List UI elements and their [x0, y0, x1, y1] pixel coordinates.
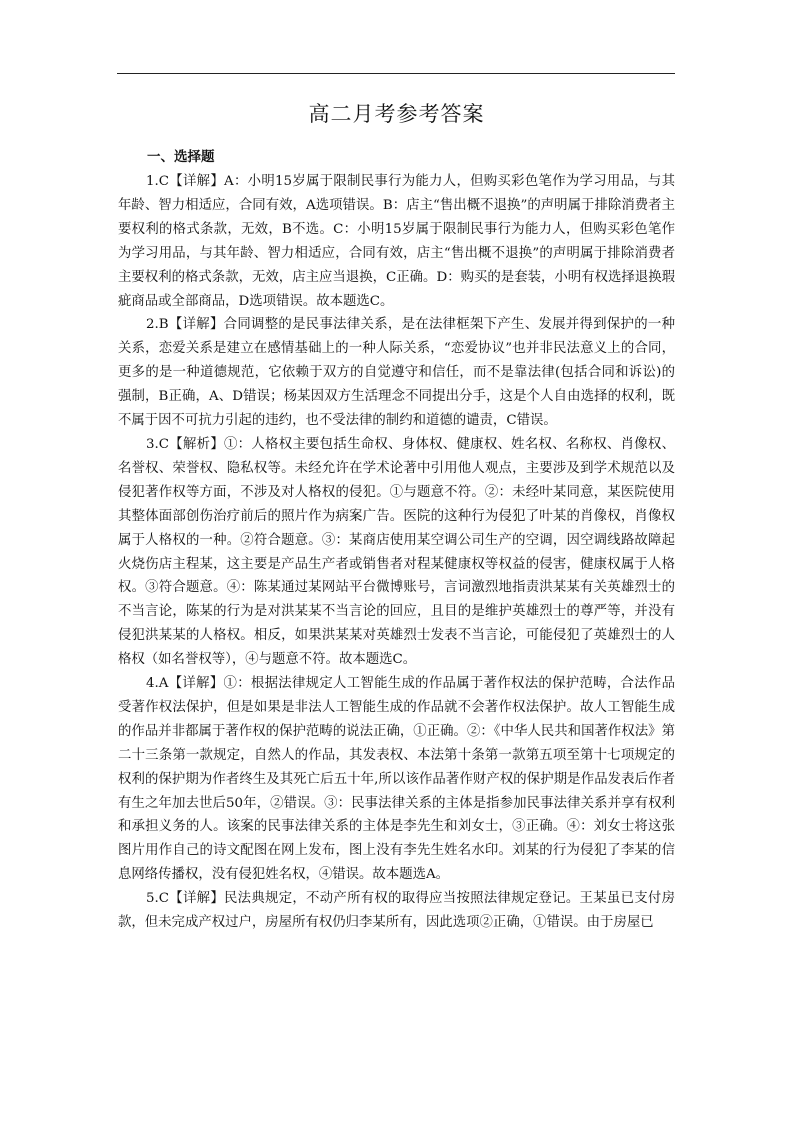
section-heading: 一、选择题: [147, 149, 215, 165]
answer-paragraph-1: 1.C【详解】A：小明15岁属于限制民事行为能力人，但购买彩色笔作为学习用品，与其年龄、智力相适应，合同有效，A选项错误。B：店主“售出概不退换”的声明属于排除消费者主要权利的格式条款，无效，B不选。C：小明15岁属于限制民事行为能力人，但购买彩色笔作为学习用品，与其年龄、智力相适应，合同有效，店主“售出概不退换”的声明属于排除消费者主要权利的格式条款，无效，店主应当退换，C正确。D：购买的是套装，小明有权选择退换瑕疵商品或全部商品，D选项错误。故本题选C。: [118, 174, 675, 309]
answer-paragraph-3: 3.C【解析】①：人格权主要包括生命权、身体权、健康权、姓名权、名称权、肖像权、名誉权、荣誉权、隐私权等。未经允许在学术论著中引用他人观点，主要涉及到学术规范以及侵犯著作权等方面，不涉及对人格权的侵犯。①与题意不符。②：未经叶某同意，某医院使用其整体面部创伤治疗前后的照片作为病案广告。医院的这种行为侵犯了叶某的肖像权，肖像权属于人格权的一种。②符合题意。③：某商店使用某空调公司生产的空调，因空调线路故障起火烧伤店主程某，这主要是产品生产者或销售者对程某健康权等权益的侵害，健康权属于人格权。③符合题意。④：陈某通过某网站平台微博账号，言词激烈地指责洪某某有关英雄烈士的不当言论，陈某的行为是对洪某某不当言论的回应，且目的是维护英雄烈士的尊严等，并没有侵犯洪某某的人格权。相反，如果洪某某对英雄烈士发表不当言论，可能侵犯了英雄烈士的人格权（如名誉权等），④与题意不符。故本题选C。: [118, 436, 675, 668]
answer-paragraph-2: 2.B【详解】合同调整的是民事法律关系，是在法律框架下产生、发展并得到保护的一种关系，恋爱关系是建立在感情基础上的一种人际关系，“恋爱协议”也并非民法意义上的合同，更多的是一种道德规范，它依赖于双方的自觉遵守和信任，而不是靠法律(包括合同和诉讼)的强制，B正确，A、D错误；杨某因双方生活理念不同提出分手，这是个人自由选择的权利，既不属于因不可抗力引起的违约，也不受法律的制约和道德的谴责，C错误。: [118, 317, 675, 429]
page-title: 高二月考参考答案: [308, 102, 485, 126]
answer-body: [118, 170, 675, 935]
answer-paragraph-4: 4.A【详解】①：根据法律规定人工智能生成的作品属于著作权法的保护范畴，合法作品受著作权法保护，但是如果是非法人工智能生成的作品就不会著作权法保护。故人工智能生成的作品并非都属于著作权的保护范畴的说法正确，①正确。②：《中华人民共和国著作权法》第二十三条第一款规定，自然人的作品，其发表权、本法第十条第一款第五项至第十七项规定的权利的保护期为作者终生及其死亡后五十年,所以该作品著作财产权的保护期是作品发表后作者有生之年加去世后50年，②错误。③：民事法律关系的主体是指参加民事法律关系并享有权利和承担义务的人。该案的民事法律关系的主体是李先生和刘女士，③正确。④：刘女士将这张图片用作自己的诗文配图在网上发布，图上没有李先生姓名水印。刘某的行为侵犯了李某的信息网络传播权，没有侵犯姓名权，④错误。故本题选A。: [118, 676, 675, 883]
header-rule: [117, 73, 675, 74]
answer-paragraph-5: 5.C【详解】民法典规定，不动产所有权的取得应当按照法律规定登记。王某虽已支付房款，但未完成产权过户，房屋所有权仍归李某所有，因此选项②正确，①错误。由于房屋已: [118, 891, 675, 931]
